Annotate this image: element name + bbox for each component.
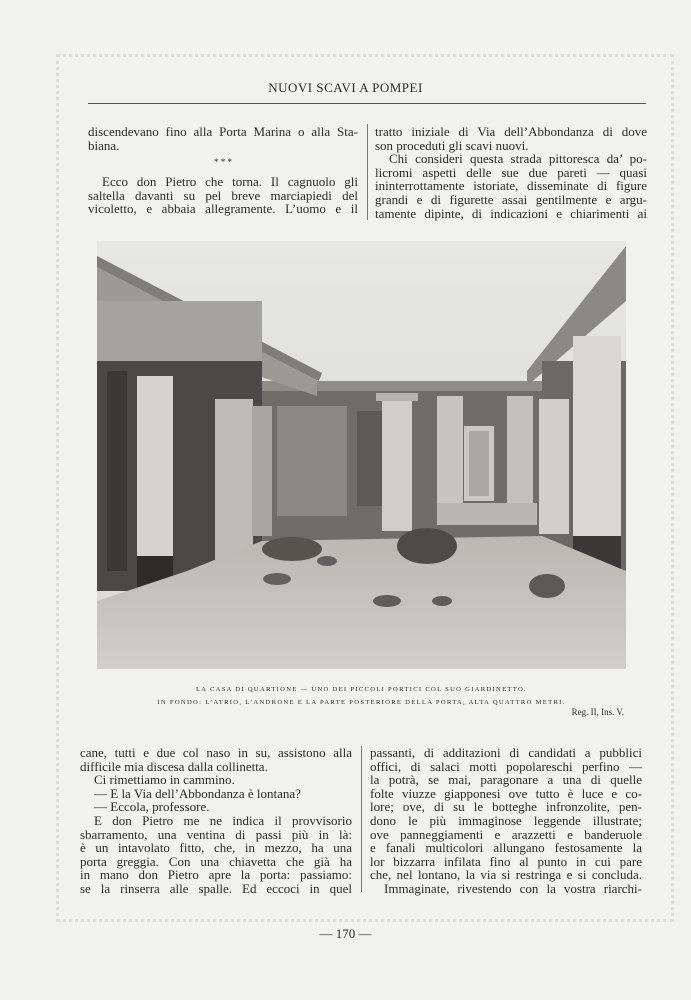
text-line: grandi e di figurette assai gentilmente e argu-	[375, 191, 647, 207]
text-line: son proceduti gli scavi nuovi.	[375, 137, 529, 153]
caption-line: IN FONDO: L’ATRIO, L’ANDRONE E LA PARTE POSTERIORE DELLA PORTA, ALTA QUATTRO METRI.	[157, 699, 566, 706]
top-left-column	[88, 125, 358, 216]
text-line: lore; ove, di su le botteghe infronzolite, pen-	[370, 799, 642, 815]
section-stars: * * *	[214, 157, 232, 168]
text-line: E don Pietro me ne indica il provvisorio	[94, 812, 352, 828]
text-line: vicoletto, e abbaia allegramente. L’uomo e il	[88, 201, 358, 217]
text-line: sbarramento, una ventina di passi più in là:	[80, 826, 352, 842]
text-line: la potrà, se mai, paragonare a una di quelle	[370, 772, 642, 788]
text-line: passanti, di additazioni di candidati a pubblici	[370, 745, 642, 760]
text-line: folte viuzze giapponesi ove tutto è luce e co-	[370, 785, 642, 801]
text-line: se la rinserra alle spalle. Ed eccoci in quel	[80, 880, 352, 896]
text-line: tamente dipinte, di indicazioni e chiarimenti ai	[375, 205, 647, 221]
paragraph	[88, 175, 358, 216]
text-line: dono le più immaginose leggende illustrate;	[370, 812, 642, 828]
courtyard-photo-illustration	[97, 241, 626, 669]
caption-line: LA CASA DI QUARTIONE — UNO DEI PICCOLI PORTICI COL SUO GIARDINETTO.	[195, 686, 527, 693]
paragraph	[88, 125, 358, 152]
text-line: ove panneggiamenti e arazzetti e banderuole	[370, 826, 642, 842]
running-header: NUOVI SCAVI A POMPEI	[268, 80, 423, 95]
text-line: che, nel lontano, la via si restringa e si concluda.	[370, 867, 642, 883]
text-line: è un intavolato fitto, che, in mezzo, ha una	[80, 840, 352, 856]
column-divider	[361, 746, 362, 892]
text-line: Chi consideri questa strada pittoresca da’ po-	[389, 151, 647, 167]
column-divider	[367, 124, 368, 220]
header-rule	[88, 103, 646, 104]
text-line: licromi aspetti delle sue due pareti — quasi	[375, 164, 647, 180]
text-line: — E la Via dell’Abbondanza è lontana?	[94, 785, 301, 801]
text-line: — Eccola, professore.	[94, 799, 210, 815]
bottom-right-column	[370, 746, 642, 896]
text-line: tratto iniziale di Via dell’Abbondanza di dove	[375, 124, 647, 139]
text-line: Ci rimettiamo in cammino.	[94, 772, 235, 788]
text-line: Immaginate, rivestendo con la vostra riarchi-	[384, 880, 642, 896]
text-line: lor bizzarra infilata fino al punto in cui pare	[370, 853, 642, 869]
bottom-left-column	[80, 746, 352, 896]
text-line: discendevano fino alla Porta Marina o alla Sta-	[88, 124, 358, 139]
figure-caption	[95, 683, 628, 709]
text-line: offici, di salaci motti popolareschi perfino —	[370, 758, 642, 774]
courtyard-photograph	[97, 241, 626, 669]
text-line: biana.	[88, 137, 120, 153]
text-line: saltella davanti su pel breve marciapiedi del	[88, 187, 358, 203]
text-line: in mano don Pietro apre la porta: passiamo:	[80, 867, 352, 883]
top-right-column	[375, 125, 647, 220]
text-line: e fanali multicolori allungano festosamente la	[370, 840, 642, 856]
text-line: ininterrottamente istoriate, disseminate di figure	[375, 178, 647, 194]
text-line: cane, tutti e due col naso in su, assistono alla	[80, 745, 352, 760]
text-line: difficile mia discesa dalla collinetta.	[80, 758, 268, 774]
text-line: porta greggia. Con una chiavetta che già ha	[80, 853, 352, 869]
page-number: — 170 —	[319, 926, 372, 941]
figure-reference: Reg. II, Ins. V.	[571, 707, 624, 717]
text-line: Ecco don Pietro che torna. Il cagnuolo gli	[102, 174, 358, 190]
